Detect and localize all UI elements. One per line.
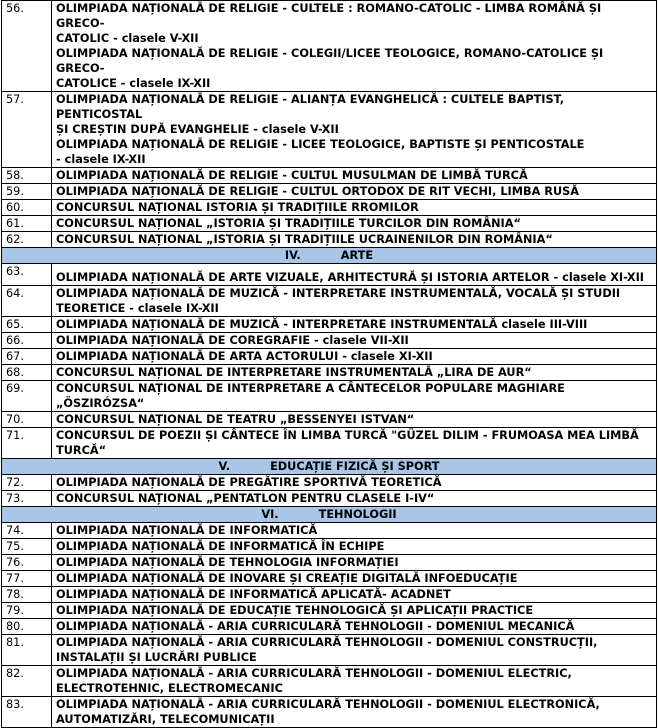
competition-name-line: CONCURSUL NAȚIONAL DE INTERPRETARE A CÂNTECELOR POPULARE MAGHIARE „ÖSZIRÓZSA“ [56,382,565,410]
competition-name-cell [52,619,657,635]
row-number: 68. [2,365,52,381]
table-row [2,697,657,728]
competition-name-cell [52,523,657,539]
competition-name-line: CONCURSUL NAȚIONAL DE INTERPRETARE INSTRUMENTALĂ „LIRA DE AUR“ [56,366,532,379]
competition-name-line: OLIMPIADA NAȚIONALĂ DE ARTE VIZUALE, ARHITECTURĂ ȘI ISTORIA ARTELOR - clasele XI-XII [56,271,645,284]
row-number: 67. [2,349,52,365]
table-row [2,412,657,428]
competition-name-line: CONCURSUL NAȚIONAL „PENTATLON PENTRU CLASELE I-IV“ [56,492,435,505]
row-number: 62. [2,232,52,248]
competition-name-cell [52,555,657,571]
table-row [2,539,657,555]
competition-name-cell [52,603,657,619]
competition-name-line: OLIMPIADA NAȚIONALĂ DE EDUCAȚIE TEHNOLOGICĂ ȘI APLICAȚII PRACTICE [56,604,534,617]
section-header-row [2,459,657,475]
competition-name-line: OLIMPIADA NAȚIONALĂ DE MUZICĂ - INTERPRETARE INSTRUMENTALĂ clasele III-VIII [56,318,588,331]
row-number: 58. [2,168,52,184]
row-number: 60. [2,200,52,216]
competition-name-line: ȘI CREȘTIN DUPĂ EVANGHELIE - clasele V-XII [56,123,339,136]
competition-name-line: - clasele IX-XII [56,153,146,166]
row-number: 69. [2,381,52,412]
competition-name-cell [52,539,657,555]
section-roman-numeral: VI. [261,508,279,521]
competition-name-line: OLIMPIADA NAȚIONALĂ DE TEHNOLOGIA INFORMAȚIEI [56,556,399,569]
row-number: 80. [2,619,52,635]
row-number: 83. [2,697,52,728]
row-number: 72. [2,475,52,491]
competition-name-line: OLIMPIADA NAȚIONALĂ DE RELIGIE - COLEGII/LICEE TEOLOGICE, ROMANO-CATOLICE ȘI GRECO- [56,47,604,75]
table-row [2,555,657,571]
section-title: TEHNOLOGII [318,508,397,521]
competition-name-cell [52,264,657,286]
table-row [2,92,657,168]
row-number: 77. [2,571,52,587]
section-roman-numeral: V. [218,460,231,473]
row-number: 73. [2,491,52,507]
row-number: 63. [2,264,52,286]
competition-name-line: OLIMPIADA NAȚIONALĂ - ARIA CURRICULARĂ TEHNOLOGII - DOMENIUL ELECTRIC, [56,667,572,680]
competition-name-line: CATOLICE - clasele IX-XII [56,77,211,90]
competition-name-line: INSTALAȚII ȘI LUCRĂRI PUBLICE [56,651,257,664]
row-number: 61. [2,216,52,232]
row-number: 81. [2,635,52,666]
table-row [2,286,657,317]
competition-name-line: OLIMPIADA NAȚIONALĂ DE INOVARE ȘI CREAȚIE DIGITALĂ INFOEDUCAȚIE [56,572,518,585]
competition-name-line: OLIMPIADA NAȚIONALĂ - ARIA CURRICULARĂ TEHNOLOGII - DOMENIUL CONSTRUCȚII, [56,636,598,649]
table-row [2,523,657,539]
competition-name-cell [52,428,657,459]
section-header-row [2,507,657,523]
competition-name-cell [52,184,657,200]
competition-name-cell [52,365,657,381]
competition-name-line: OLIMPIADA NAȚIONALĂ DE ARTA ACTORULUI - clasele XI-XII [56,350,433,363]
competition-name-cell [52,200,657,216]
competition-name-cell [52,635,657,666]
competition-name-line: OLIMPIADA NAȚIONALĂ DE RELIGIE - ALIANȚA EVANGHELICĂ : CULTELE BAPTIST, PENTICOSTAL [56,93,565,121]
competition-name-cell [52,475,657,491]
table-row [2,349,657,365]
competition-name-line: CONCURSUL NAȚIONAL ISTORIA ȘI TRADIȚIILE RROMILOR [56,201,419,214]
section-title: ARTE [340,249,374,262]
table-row [2,428,657,459]
table-row [2,168,657,184]
row-number: 59. [2,184,52,200]
competition-name-cell [52,587,657,603]
competition-name-cell [52,168,657,184]
competition-name-line: OLIMPIADA NAȚIONALĂ DE RELIGIE - CULTELE : ROMANO-CATOLIC - LIMBA ROMÂNĂ ȘI GRECO- [56,2,602,30]
row-number: 74. [2,523,52,539]
competition-name-cell [52,349,657,365]
table-row [2,381,657,412]
table-row [2,264,657,286]
competition-name-line: OLIMPIADA NAȚIONALĂ DE RELIGIE - LICEE TEOLOGICE, BAPTISTE ȘI PENTICOSTALE [56,138,585,151]
competition-name-cell [52,381,657,412]
row-number: 82. [2,666,52,697]
table-row [2,1,657,92]
row-number: 71. [2,428,52,459]
competition-name-line: OLIMPIADA NAȚIONALĂ DE RELIGIE - CULTUL ORTODOX DE RIT VECHI, LIMBA RUSĂ [56,185,580,198]
competition-name-line: CONCURSUL NAȚIONAL DE TEATRU „BESSENYEI ISTVAN“ [56,413,415,426]
row-number: 79. [2,603,52,619]
competition-name-line: TURCĂ“ [56,444,107,457]
row-number: 64. [2,286,52,317]
competition-name-cell [52,232,657,248]
row-number: 75. [2,539,52,555]
section-header [2,248,657,264]
table-row [2,365,657,381]
row-number: 76. [2,555,52,571]
section-title: EDUCAȚIE FIZICĂ ȘI SPORT [270,460,440,473]
row-number: 66. [2,333,52,349]
table-row [2,475,657,491]
competition-name-line: CONCURSUL NAȚIONAL „ISTORIA ȘI TRADIȚIILE UCRAINENILOR DIN ROMÂNIA“ [56,233,553,246]
competition-name-line: TEORETICE - clasele IX-XII [56,302,219,315]
competition-name-line: OLIMPIADA NAȚIONALĂ DE INFORMATICĂ ÎN ECHIPE [56,540,385,553]
section-header [2,459,657,475]
competition-name-line: OLIMPIADA NAȚIONALĂ DE INFORMATICĂ [56,524,318,537]
section-header [2,507,657,523]
row-number: 57. [2,92,52,168]
table-row [2,587,657,603]
table-row [2,491,657,507]
competition-name-cell [52,92,657,168]
table-row [2,232,657,248]
row-number: 56. [2,1,52,92]
row-number: 65. [2,317,52,333]
competition-name-line: OLIMPIADA NAȚIONALĂ - ARIA CURRICULARĂ TEHNOLOGII - DOMENIUL MECANICĂ [56,620,575,633]
table-row [2,184,657,200]
table-row [2,216,657,232]
competition-name-cell [52,1,657,92]
competition-name-line: CONCURSUL NAȚIONAL „ISTORIA ȘI TRADIȚIILE TURCILOR DIN ROMÂNIA“ [56,217,521,230]
section-header-row [2,248,657,264]
table-row [2,571,657,587]
competitions-table [1,0,657,728]
competition-name-cell [52,491,657,507]
competition-name-cell [52,412,657,428]
competition-name-line: CONCURSUL DE POEZII ȘI CÂNTECE ÎN LIMBA TURCĂ "GÜZEL DILIM - FRUMOASA MEA LIMBĂ [56,429,639,442]
competition-name-line: ELECTROTEHNIC, ELECTROMECANIC [56,682,283,695]
competition-name-line: OLIMPIADA NAȚIONALĂ DE RELIGIE - CULTUL MUSULMAN DE LIMBĂ TURCĂ [56,169,528,182]
table-row [2,317,657,333]
competition-name-cell [52,317,657,333]
row-number: 78. [2,587,52,603]
competition-name-cell [52,333,657,349]
table-row [2,635,657,666]
competition-name-line: OLIMPIADA NAȚIONALĂ - ARIA CURRICULARĂ TEHNOLOGII - DOMENIUL ELECTRONICĂ, [56,698,600,711]
table-row [2,333,657,349]
table-row [2,200,657,216]
competition-name-cell [52,697,657,728]
competition-name-line: OLIMPIADA NAȚIONALĂ DE INFORMATICĂ APLICATĂ- ACADNET [56,588,451,601]
competition-name-line: OLIMPIADA NAȚIONALĂ DE COREGRAFIE - clasele VII-XII [56,334,409,347]
competition-name-line: AUTOMATIZĂRI, TELECOMUNICAȚII [56,713,275,726]
row-number: 70. [2,412,52,428]
competition-name-cell [52,286,657,317]
competition-name-cell [52,571,657,587]
section-roman-numeral: IV. [284,249,301,262]
competitions-table-body [2,1,657,728]
table-row [2,619,657,635]
competition-name-line: CATOLIC - clasele V-XII [56,32,199,45]
competition-name-line: OLIMPIADA NAȚIONALĂ DE MUZICĂ - INTERPRETARE INSTRUMENTALĂ, VOCALĂ ȘI STUDII [56,287,621,300]
competition-name-cell [52,216,657,232]
competition-name-line: OLIMPIADA NAȚIONALĂ DE PREGĂTIRE SPORTIVĂ TEORETICĂ [56,476,442,489]
table-row [2,603,657,619]
